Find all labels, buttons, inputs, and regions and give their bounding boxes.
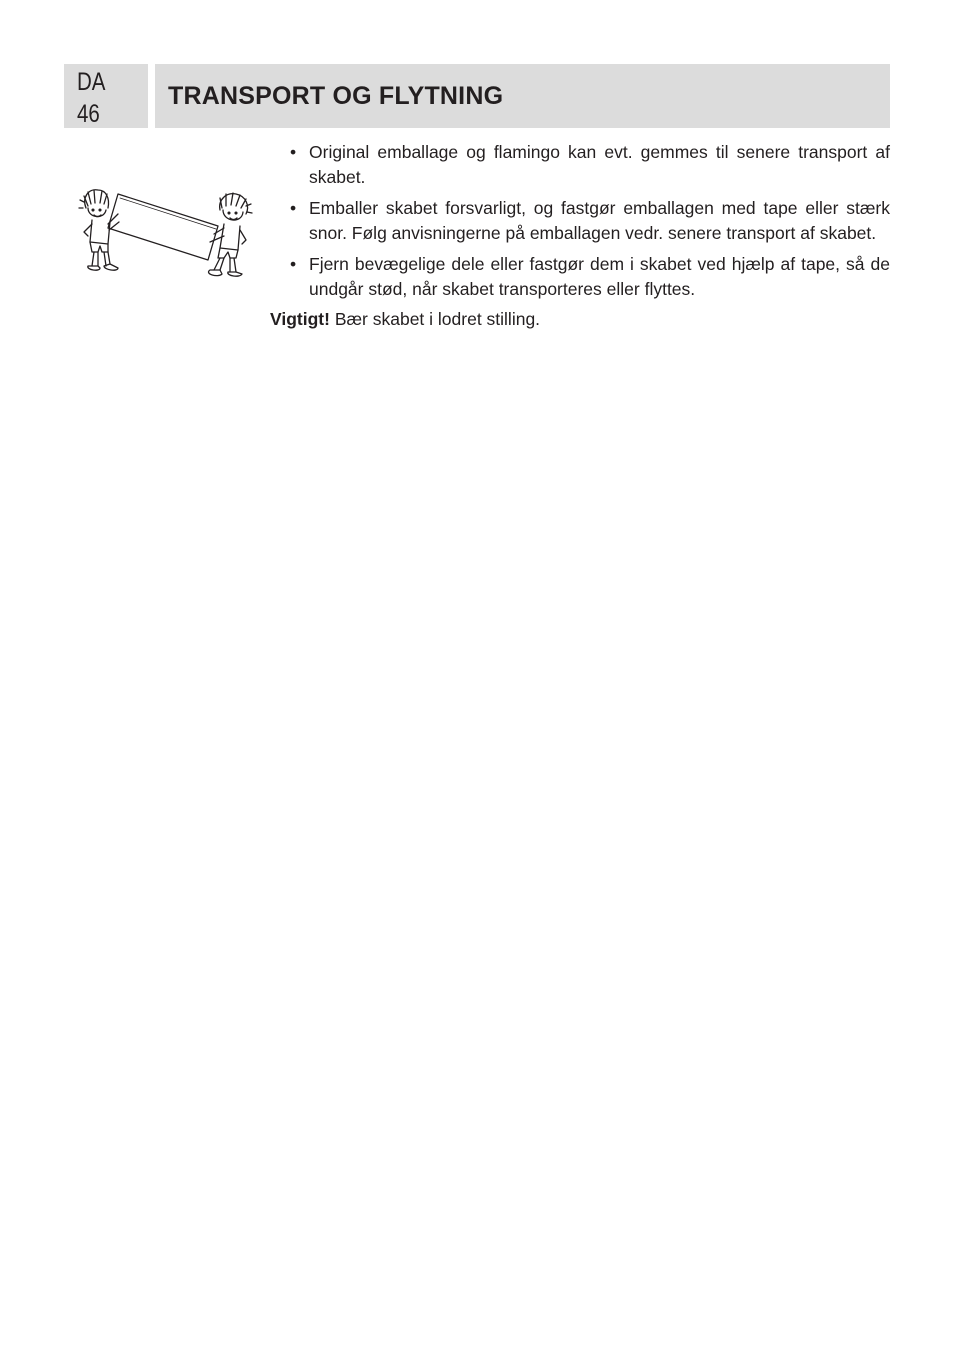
two-people-carrying-fridge-icon [78, 184, 256, 284]
language-page-tab [64, 64, 148, 128]
instruction-list [270, 140, 890, 301]
important-label: Vigtigt! [270, 309, 330, 329]
section-header [155, 64, 890, 128]
page-number: 46 [77, 100, 100, 128]
bullet-icon: • [290, 254, 297, 274]
bullet-icon: • [290, 198, 297, 218]
list-item [270, 140, 890, 189]
list-item-text: Fjern bevægelige dele eller fastgør dem i skabet ved hjælp af tape, så de undgår stød, når skabet transporteres eller flyttes. [309, 254, 890, 299]
important-text: Bær skabet i lodret stilling. [329, 309, 541, 329]
list-item [270, 196, 890, 245]
language-code: DA [77, 68, 106, 96]
list-item-text: Original emballage og flamingo kan evt. gemmes til senere transport af skabet. [309, 142, 890, 187]
section-title: TRANSPORT OG FLYTNING [168, 81, 504, 110]
main-content [270, 140, 890, 332]
list-item-text: Emballer skabet forsvarligt, og fastgør emballagen med tape eller stærk snor. Følg anvisningerne på emballagen vedr. senere transport af skabet. [309, 198, 890, 243]
important-note [270, 307, 890, 332]
list-item [270, 252, 890, 301]
bullet-icon: • [290, 142, 297, 162]
